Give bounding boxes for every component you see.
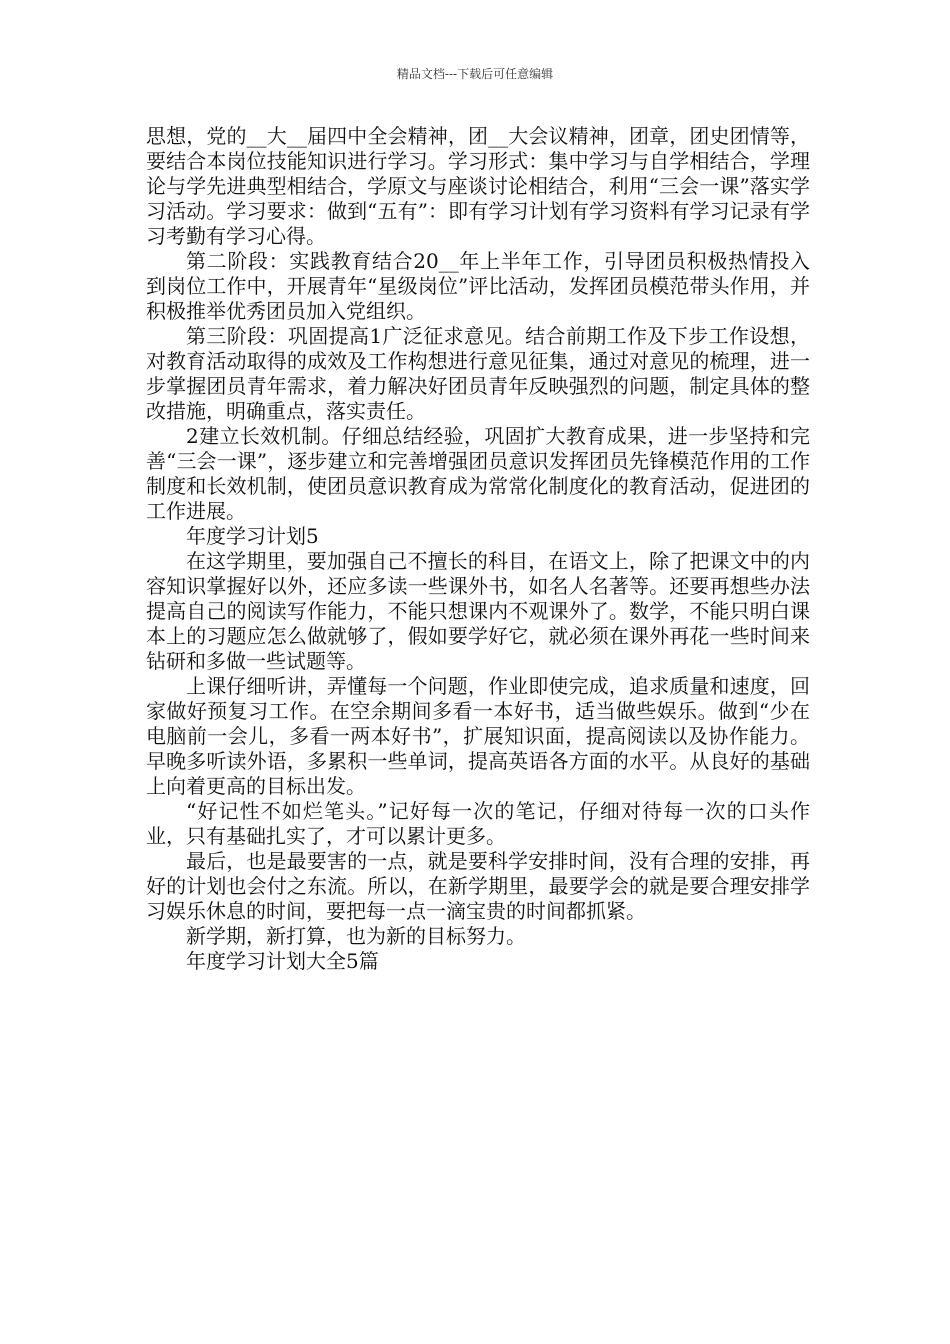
paragraph: 最后，也是最要害的一点，就是要科学安排时间，没有合理的安排，再好的计划也会付之东流。所以，在新学期里，最要学会的就是要合理安排学习娱乐休息的时间，要把每一点一滴宝贵的时间都抓紧。 (146, 849, 810, 923)
section-heading: 年度学习计划5 (186, 524, 319, 548)
paragraph: “好记性不如烂笔头。”记好每一次的笔记，仔细对待每一次的口头作业，只有基础扎实了，才可以累计更多。 (146, 799, 810, 848)
paragraph: 新学期，新打算，也为新的目标努力。 (186, 924, 526, 948)
paragraph: 思想，党的__大__届四中全会精神，团__大会议精神，团章，团史团情等，要结合本岗位技能知识进行学习。学习形式：集中学习与自学相结合，学理论与学先进典型相结合，学原文与座谈讨论相结合，利用“三会一课”落实学习活动。学习要求：做到“五有”：即有学习计划有学习资料有学习记录有学习考勤有学习心得。 (146, 124, 810, 248)
document-body (146, 124, 810, 974)
paragraph: 2建立长效机制。仔细总结经验，巩固扩大教育成果，进一步坚持和完善“三会一课”，逐步建立和完善增强团员意识发挥团员先锋模范作用的工作制度和长效机制，使团员意识教育成为常常化制度化的教育活动，促进团的工作进展。 (146, 424, 810, 523)
page-header: 精品文档---下载后可任意编辑 (396, 67, 554, 81)
paragraph: 第二阶段：实践教育结合20__年上半年工作，引导团员积极热情投入到岗位工作中，开展青年“星级岗位”评比活动，发挥团员模范带头作用，并积极推举优秀团员加入党组织。 (146, 249, 810, 323)
paragraph: 在这学期里，要加强自己不擅长的科目，在语文上，除了把课文中的内容知识掌握好以外，还应多读一些课外书，如名人名著等。还要再想些办法提高自己的阅读写作能力，不能只想课内不观课外了。数学，不能只明白课本上的习题应怎么做就够了，假如要学好它，就必须在课外再花一些时间来钻研和多做一些试题等。 (146, 549, 810, 673)
paragraph: 第三阶段：巩固提高1广泛征求意见。结合前期工作及下步工作设想，对教育活动取得的成效及工作构想进行意见征集，通过对意见的梳理，进一步掌握团员青年需求，着力解决好团员青年反映强烈的问题，制定具体的整改措施，明确重点，落实责任。 (146, 324, 810, 423)
paragraph: 上课仔细听讲，弄懂每一个问题，作业即使完成，追求质量和速度，回家做好预复习工作。在空余期间多看一本好书，适当做些娱乐。做到“少在电脑前一会儿，多看一两本好书”，扩展知识面，提高阅读以及协作能力。早晚多听读外语，多累积一些单词，提高英语各方面的水平。从良好的基础上向着更高的目标出发。 (146, 674, 810, 798)
document-title-line: 年度学习计划大全5篇 (186, 949, 379, 973)
